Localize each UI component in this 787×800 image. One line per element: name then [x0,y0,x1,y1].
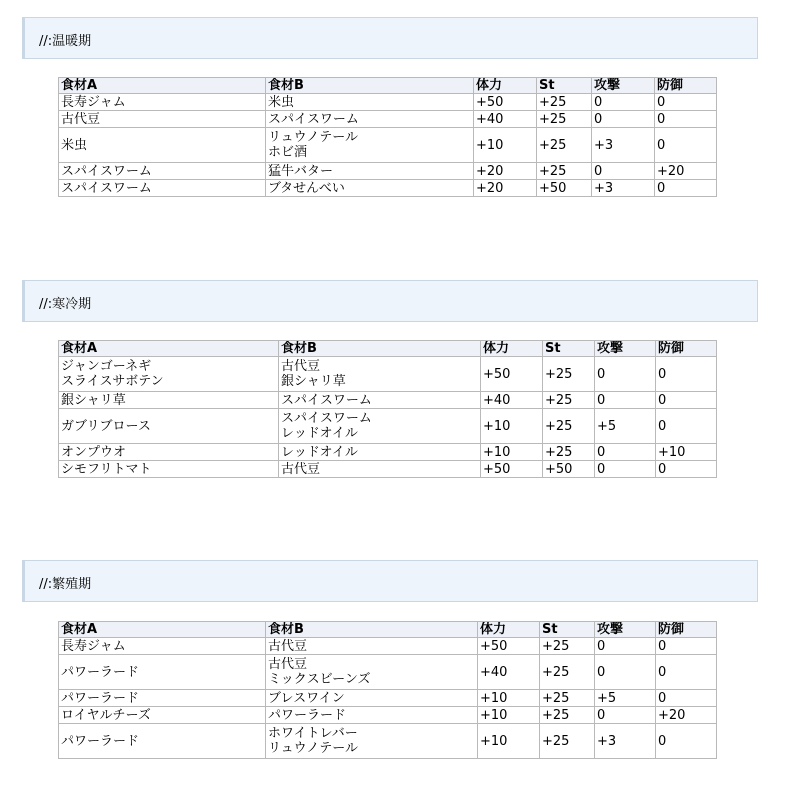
stat-hp: +10 [478,724,540,759]
stat-hp: +10 [481,444,543,461]
table-row [59,444,717,461]
table-row [59,638,717,655]
table-row [59,724,717,759]
table-row [59,163,717,180]
stat-atk: +3 [595,724,656,759]
ingredient-b: 古代豆 [279,461,481,478]
stat-def: +20 [655,163,717,180]
stat-def: 0 [656,690,717,707]
stat-atk: +3 [592,180,655,197]
stat-def: 0 [656,638,717,655]
stat-atk: 0 [595,638,656,655]
ingredient-b: 猛牛バター [266,163,474,180]
stat-hp: +50 [478,638,540,655]
col-header: St [537,78,592,94]
stat-def: 0 [656,409,717,444]
ingredient-b: スパイスワーム [266,111,474,128]
stat-st: +25 [537,111,592,128]
stat-def: 0 [656,461,717,478]
ingredient-b: ホワイトレバー リュウノテール [266,724,478,759]
stat-hp: +10 [474,128,537,163]
ingredient-b: スパイスワーム レッドオイル [279,409,481,444]
stat-st: +25 [543,357,595,392]
ingredient-b: 古代豆 ミックスビーンズ [266,655,478,690]
ingredient-a: ロイヤルチーズ [59,707,266,724]
ingredient-b: パワーラード [266,707,478,724]
stat-hp: +50 [481,357,543,392]
stat-atk: +5 [595,690,656,707]
ingredient-b: ブタせんべい [266,180,474,197]
recipe-table-breeding [58,621,717,759]
col-header: St [543,341,595,357]
stat-st: +25 [540,707,595,724]
stat-hp: +40 [481,392,543,409]
stat-hp: +40 [478,655,540,690]
stat-hp: +50 [474,94,537,111]
stat-def: 0 [655,111,717,128]
col-header: 食材A [59,341,279,357]
col-header: 食材A [59,78,266,94]
stat-atk: 0 [592,163,655,180]
ingredient-a: パワーラード [59,655,266,690]
stat-hp: +10 [481,409,543,444]
section-header-cold [22,280,758,322]
table-row [59,180,717,197]
stat-st: +25 [543,444,595,461]
stat-atk: +5 [595,409,656,444]
col-header: 攻撃 [595,341,656,357]
stat-st: +25 [540,655,595,690]
ingredient-b: ブレスワイン [266,690,478,707]
stat-st: +50 [537,180,592,197]
section-title: //:寒冷期 [39,297,92,312]
table-row [59,357,717,392]
recipe-table-cold [58,340,717,478]
stat-def: +10 [656,444,717,461]
ingredient-a: 長寿ジャム [59,94,266,111]
stat-def: 0 [656,357,717,392]
table-row [59,690,717,707]
ingredient-a: ガブリブロース [59,409,279,444]
ingredient-a: パワーラード [59,724,266,759]
stat-st: +50 [543,461,595,478]
col-header: 攻撃 [595,622,656,638]
stat-st: +25 [540,724,595,759]
col-header: 防御 [655,78,717,94]
stat-atk: 0 [595,357,656,392]
stat-st: +25 [543,409,595,444]
table-row [59,392,717,409]
table-row [59,111,717,128]
col-header: 体力 [478,622,540,638]
section-header-breeding [22,560,758,602]
ingredient-a: パワーラード [59,690,266,707]
ingredient-b: 米虫 [266,94,474,111]
stat-def: 0 [655,128,717,163]
ingredient-b: レッドオイル [279,444,481,461]
stat-atk: 0 [595,707,656,724]
col-header: 体力 [481,341,543,357]
stat-def: 0 [655,94,717,111]
stat-st: +25 [540,690,595,707]
ingredient-a: オンプウオ [59,444,279,461]
col-header: 防御 [656,622,717,638]
stat-st: +25 [537,163,592,180]
stat-atk: 0 [595,444,656,461]
table-row [59,461,717,478]
recipe-table-warm [58,77,717,197]
stat-hp: +50 [481,461,543,478]
col-header: 食材B [279,341,481,357]
stat-st: +25 [537,94,592,111]
table-row [59,128,717,163]
ingredient-a: 銀シャリ草 [59,392,279,409]
stat-atk: 0 [595,392,656,409]
ingredient-a: シモフリトマト [59,461,279,478]
ingredient-a: ジャンゴーネギ スライスサボテン [59,357,279,392]
ingredient-a: 古代豆 [59,111,266,128]
col-header: 食材A [59,622,266,638]
ingredient-b: 古代豆 銀シャリ草 [279,357,481,392]
stat-atk: 0 [595,461,656,478]
stat-hp: +40 [474,111,537,128]
ingredient-a: スパイスワーム [59,163,266,180]
stat-hp: +20 [474,180,537,197]
col-header: 食材B [266,78,474,94]
stat-atk: 0 [595,655,656,690]
stat-st: +25 [540,638,595,655]
ingredient-b: 古代豆 [266,638,478,655]
col-header: 攻撃 [592,78,655,94]
stat-hp: +20 [474,163,537,180]
table-row [59,655,717,690]
table-header-row [59,622,717,638]
stat-def: 0 [655,180,717,197]
table-row [59,707,717,724]
table-row [59,409,717,444]
section-header-warm [22,17,758,59]
stat-st: +25 [543,392,595,409]
stat-st: +25 [537,128,592,163]
ingredient-a: 長寿ジャム [59,638,266,655]
section-title: //:繁殖期 [39,577,92,592]
stat-def: 0 [656,655,717,690]
table-header-row [59,341,717,357]
stat-hp: +10 [478,707,540,724]
section-title: //:温暖期 [39,34,92,49]
table-row [59,94,717,111]
col-header: St [540,622,595,638]
ingredient-a: 米虫 [59,128,266,163]
stat-atk: 0 [592,94,655,111]
table-header-row [59,78,717,94]
col-header: 防御 [656,341,717,357]
stat-atk: 0 [592,111,655,128]
stat-def: +20 [656,707,717,724]
col-header: 食材B [266,622,478,638]
stat-def: 0 [656,392,717,409]
col-header: 体力 [474,78,537,94]
ingredient-b: スパイスワーム [279,392,481,409]
stat-def: 0 [656,724,717,759]
ingredient-a: スパイスワーム [59,180,266,197]
stat-hp: +10 [478,690,540,707]
ingredient-b: リュウノテール ホビ酒 [266,128,474,163]
stat-atk: +3 [592,128,655,163]
